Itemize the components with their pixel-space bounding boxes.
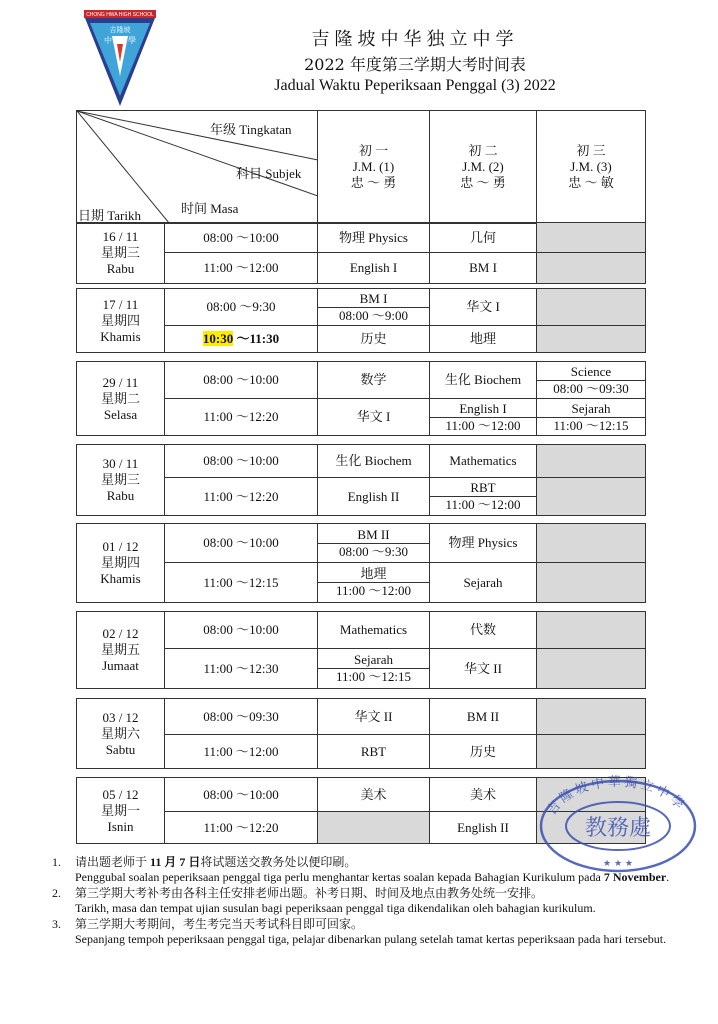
subject-cell: English II <box>430 812 537 844</box>
col-header-jm2: 初 二 J.M. (2) 忠 ～ 勇 <box>430 111 537 224</box>
note-item: 1. 请出题老师于 11 月 7 日将试题送交教务处以便印刷。 Penggubal soalan peperiksaan penggal tiga perlu menghantar kertas soalan kepada Bahagian Kurikulum pada 7 November. <box>52 855 670 884</box>
logo-text: CHONG HWA HIGH SCHOOL <box>86 12 154 18</box>
day-block <box>76 288 646 353</box>
time-cell: 08:00 ～10:00 <box>165 223 318 253</box>
subject-cell: BM II 08:00 ～9:30 <box>318 524 430 563</box>
title-ms: Jadual Waktu Peperiksaan Penggal (3) 2022 <box>274 77 556 94</box>
date-cell: 02 / 12 星期五 Jumaat <box>77 612 165 689</box>
subject-cell: BM I <box>430 253 537 284</box>
subject-cell: 历史 <box>318 326 430 353</box>
subject-cell: Sejarah 11:00 ～12:15 <box>537 399 646 436</box>
day-block <box>76 361 646 436</box>
grade-label: 年级 Tingkatan <box>210 122 292 137</box>
day-block <box>76 444 646 516</box>
date-cell: 29 / 11 星期二 Selasa <box>77 362 165 436</box>
subject-cell: English I 11:00 ～12:00 <box>430 399 537 436</box>
time-cell: 11:00 ～12:20 <box>165 478 318 516</box>
subject-cell: 华文 II <box>318 699 430 735</box>
time-cell: 08:00 ～10:00 <box>165 524 318 563</box>
subject-cell: 美术 <box>318 778 430 812</box>
empty-cell <box>537 289 646 326</box>
col-header-jm1: 初 一 J.M. (1) 忠 ～ 勇 <box>318 111 430 224</box>
subject-cell: 地理 11:00 ～12:00 <box>318 563 430 603</box>
empty-cell <box>537 699 646 735</box>
subject-cell: Sejarah 11:00 ～12:15 <box>318 649 430 689</box>
subject-cell: Mathematics <box>430 445 537 478</box>
date-cell: 17 / 11 星期四 Khamis <box>77 289 165 353</box>
time-cell: 11:00 ～12:20 <box>165 812 318 844</box>
date-cell: 05 / 12 星期一 Isnin <box>77 778 165 844</box>
empty-cell <box>537 735 646 769</box>
time-cell: 08:00 ～09:30 <box>165 699 318 735</box>
subject-cell: 地理 <box>430 326 537 353</box>
empty-cell <box>318 812 430 844</box>
empty-cell <box>537 563 646 603</box>
subject-cell: 代数 <box>430 612 537 649</box>
diagonal-header-cell <box>77 111 318 224</box>
subject-cell: BM I 08:00 ～9:00 <box>318 289 430 326</box>
subject-cell: Sejarah <box>430 563 537 603</box>
day-block <box>76 222 646 284</box>
time-cell: 11:00 ～12:30 <box>165 649 318 689</box>
subject-cell: Mathematics <box>318 612 430 649</box>
subject-cell: 华文 I <box>430 289 537 326</box>
subject-cell: 华文 I <box>318 399 430 436</box>
school-name: 吉隆坡中华独立中学 <box>311 29 519 50</box>
empty-cell <box>537 649 646 689</box>
school-logo <box>84 10 156 108</box>
subject-cell: English II <box>318 478 430 516</box>
subject-cell: English I <box>318 253 430 284</box>
subject-cell: 物理 Physics <box>318 223 430 253</box>
empty-cell <box>537 223 646 253</box>
note-item: 3. 第三学期大考期间，考生考完当天考试科目即可回家。 Sepanjang tempoh peperiksaan penggal tiga, pelajar dibenarkan pulang setelah tamat kertas peperiksaan pada hari tersebut. <box>52 917 667 946</box>
time-cell: 08:00 ～10:00 <box>165 778 318 812</box>
time-cell: 08:00 ～10:00 <box>165 612 318 649</box>
time-cell: 11:00 ～12:00 <box>165 253 318 284</box>
stamp-ring-text: 吉隆坡中華獨立中學 <box>544 774 689 819</box>
day-block <box>76 523 646 603</box>
date-cell: 30 / 11 星期三 Rabu <box>77 445 165 516</box>
time-cell: 11:00 ～12:20 <box>165 399 318 436</box>
time-cell: 08:00 ～10:00 <box>165 362 318 399</box>
subject-cell: 几何 <box>430 223 537 253</box>
subject-cell: 生化 Biochem <box>430 362 537 399</box>
time-label: 时间 Masa <box>181 201 239 216</box>
date-label: 日期 Tarikh <box>78 208 141 223</box>
date-cell: 03 / 12 星期六 Sabtu <box>77 699 165 769</box>
subject-label: 科目 Subjek <box>236 166 302 181</box>
empty-cell <box>537 326 646 353</box>
note-item: 2. 第三学期大考补考由各科主任安排老师出题。补考日期、时间及地点由教务处统一安排。 Tarikh, masa dan tempat ujian susulan bagi peperiksaan penggal tiga dikendalikan oleh bahagian kurikulum. <box>52 886 596 915</box>
highlighted-time: 10:30 <box>202 331 234 346</box>
subject-cell: 物理 Physics <box>430 524 537 563</box>
time-cell: 08:00 ～10:00 <box>165 445 318 478</box>
svg-text:吉隆坡中華獨立中學 <box>544 774 689 818</box>
subject-cell: 美术 <box>430 778 537 812</box>
date-cell: 16 / 11 星期三 Rabu <box>77 223 165 284</box>
subject-cell: 华文 II <box>430 649 537 689</box>
empty-cell <box>537 478 646 516</box>
time-cell: 11:00 ～12:00 <box>165 735 318 769</box>
subject-cell: BM II <box>430 699 537 735</box>
subject-cell: 数学 <box>318 362 430 399</box>
table-header <box>76 110 646 224</box>
notes-list <box>46 855 686 948</box>
empty-cell <box>537 445 646 478</box>
subject-cell: RBT 11:00 ～12:00 <box>430 478 537 516</box>
date-cell: 01 / 12 星期四 Khamis <box>77 524 165 603</box>
time-cell: 08:00 ～9:30 <box>165 289 318 326</box>
empty-cell <box>537 524 646 563</box>
subject-cell: 历史 <box>430 735 537 769</box>
empty-cell <box>537 253 646 284</box>
time-cell: 11:00 ～12:15 <box>165 563 318 603</box>
empty-cell <box>537 612 646 649</box>
subject-cell: Science 08:00 ～09:30 <box>537 362 646 399</box>
title-zh: 2022 年度第三学期大考时间表 <box>304 55 526 74</box>
logo-sub: 吉隆坡 <box>109 26 131 34</box>
logo-name: 中華中學 <box>104 36 136 45</box>
subject-cell: RBT <box>318 735 430 769</box>
day-block <box>76 698 646 769</box>
day-block <box>76 611 646 689</box>
svg-text:★ ★ ★: ★ ★ ★ <box>603 859 633 869</box>
subject-cell: 生化 Biochem <box>318 445 430 478</box>
time-cell: 10:30 ～11:30 <box>165 326 318 353</box>
col-header-jm3: 初 三 J.M. (3) 忠 ～ 敏 <box>537 111 646 224</box>
stamp-center-text: 教務處 <box>584 816 652 841</box>
